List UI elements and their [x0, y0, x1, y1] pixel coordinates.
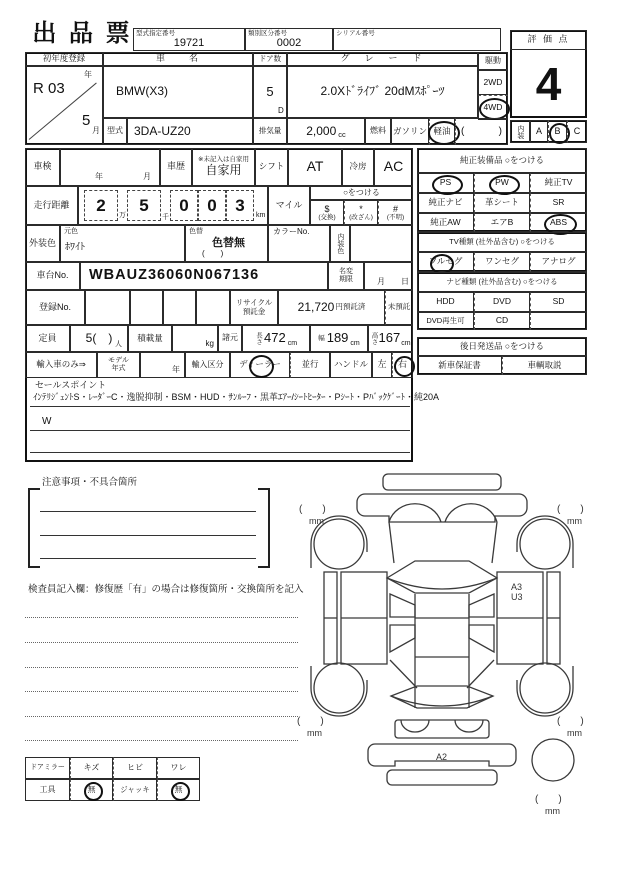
- grade-label: グ レ ー ド: [287, 52, 478, 66]
- displacement-unit: cc: [338, 130, 346, 140]
- color-no-label: カラーNo.: [268, 225, 330, 262]
- fuel-gasoline: ガソリン: [391, 118, 429, 145]
- car-name-label: 車 名: [103, 52, 253, 66]
- mm-paren-bottom-right: ( ): [557, 716, 584, 727]
- mile-label: マイル: [268, 186, 310, 225]
- sales-points-label: セールスポイント: [35, 380, 107, 390]
- navi-hdd: HDD: [417, 292, 474, 312]
- length-value: 472: [264, 330, 286, 346]
- spec-label: 諸元: [218, 325, 242, 352]
- score-value: 4: [535, 57, 562, 110]
- shaken-month-unit: 月: [143, 172, 151, 181]
- shift-value: AT: [288, 148, 342, 186]
- mileage-km: km: [256, 212, 266, 219]
- selection-circle-pw: [489, 175, 520, 195]
- mm-paren-bottom-left: ( ): [297, 716, 324, 727]
- vin-value: WBAUZ36060N067136: [80, 262, 328, 290]
- notes-label: 注意事項・不具合箇所: [42, 477, 138, 488]
- width-cell: [310, 325, 368, 352]
- circle-note: ○をつける: [310, 186, 413, 200]
- recycle-label: [230, 290, 278, 325]
- acc-jack-label: ジャッキ: [113, 779, 157, 801]
- reg-cell-1: [85, 290, 130, 325]
- mm-label-top-right: mm: [567, 516, 582, 526]
- recycle-suffix: 円預託済: [335, 302, 366, 312]
- sales-underline-2: [30, 416, 410, 431]
- fuel-other-paren: [455, 118, 508, 145]
- navi-type-header: ナビ種類 (社外品含む) ○をつける: [417, 272, 587, 292]
- mm-paren-top-right: ( ): [557, 504, 584, 515]
- width-value: 189: [326, 330, 349, 346]
- ship-header: 後日発送品 ○をつける: [417, 337, 587, 356]
- interior-b: B: [548, 120, 567, 143]
- drive-2wd: 2WD: [478, 70, 508, 95]
- headlight-left: [389, 504, 441, 522]
- drive-4wd: 4WD: [478, 95, 508, 120]
- mm-label-top-left: mm: [309, 516, 324, 526]
- flag-asterisk: *: [359, 203, 363, 214]
- wheel-front-right: [520, 519, 570, 569]
- mileage-digit-1: 2: [84, 190, 118, 221]
- notes-line-2: [40, 521, 256, 536]
- first-reg-month: 5: [82, 112, 91, 129]
- front-bumper: [357, 494, 527, 522]
- serial-number-box: [333, 28, 501, 51]
- shift-label: シフト: [255, 148, 288, 186]
- acc-door-mirror: ドアミラー: [25, 757, 70, 779]
- selection-circle-4wd: [479, 98, 510, 120]
- class-number-box: [245, 28, 333, 51]
- interior-a: A: [530, 120, 548, 143]
- damage-code-a2: A2: [436, 752, 448, 762]
- sales-underline-3: [30, 438, 410, 453]
- notes-line-3: [40, 544, 256, 559]
- wheel-front-left: [314, 519, 364, 569]
- load-unit: kg: [172, 325, 218, 352]
- interior-color-label: 内装色: [330, 225, 350, 262]
- recycle-l2: 預託金: [242, 306, 266, 316]
- shaken-year-unit: 年: [95, 172, 103, 181]
- original-color-cell: [60, 225, 185, 262]
- recycle-value: 21,720: [297, 299, 335, 314]
- car-name-value: BMW(X3): [103, 66, 253, 118]
- shaken-date-cell: [60, 148, 160, 186]
- flag-hash: #: [392, 203, 398, 214]
- selection-circle-fullseg: [430, 254, 454, 274]
- mileage-digit-4: 0: [198, 190, 226, 221]
- equip-abs: ABS: [530, 213, 587, 232]
- trunk: [395, 720, 489, 738]
- inspector-label: 検査員記入欄：修復歴「有」の場合は修復箇所・交換箇所を記入: [28, 584, 304, 595]
- recycle-alt: 未預託: [385, 290, 413, 325]
- equip-tv: 純正TV: [530, 173, 587, 193]
- sales-underline-1: [30, 392, 440, 407]
- reg-cell-3: [163, 290, 196, 325]
- first-reg-cell: [25, 66, 103, 145]
- drive-label: 駆動: [478, 52, 508, 70]
- serial-number-label: シリアル番号: [336, 30, 375, 37]
- headlight-right: [445, 504, 497, 522]
- acc-crack: ヒビ: [113, 757, 157, 779]
- displacement-cell: [287, 118, 365, 145]
- capacity-unit: 人: [115, 341, 122, 348]
- paren-close: ): [498, 126, 502, 137]
- car-diagram: [295, 468, 595, 828]
- name-change-month: 月: [377, 277, 385, 286]
- capacity-cell: [70, 325, 128, 352]
- navi-cd: CD: [474, 312, 530, 330]
- height-value: 167: [378, 330, 401, 346]
- fuel-diesel: 軽油: [429, 118, 455, 145]
- notes-line-1: [40, 497, 256, 512]
- first-reg-era: R 03: [33, 80, 65, 97]
- model-year-l2: 年式: [111, 365, 126, 372]
- equip-aw: 純正AW: [417, 213, 474, 232]
- height-unit: cm: [401, 339, 411, 347]
- height-label: 高さ: [370, 332, 378, 345]
- navi-dvd: DVD: [474, 292, 530, 312]
- odo-flag-unknown: [378, 200, 413, 225]
- paren-open: (: [461, 126, 465, 137]
- model-code-value: 3DA-UZ20: [127, 118, 253, 145]
- handle-label: ハンドル: [330, 352, 372, 378]
- selection-circle-dealer: [249, 355, 274, 378]
- page-title: 出 品 票: [32, 20, 133, 47]
- mileage-digit-5: 3: [226, 190, 254, 221]
- model-designation-box: [133, 28, 245, 51]
- spare-tire: [532, 739, 574, 781]
- repaint-label: 色替: [189, 228, 203, 235]
- load-label: 積載量: [128, 325, 172, 352]
- sales-points-line1: ｲﾝﾃﾘｼﾞｪﾝﾄS・ﾚｰﾀﾞｰC・逸脱抑制・BSM・HUD・ｻﾝﾙｰﾌ・黒革ｴｱｰ/ｼｰﾄﾋｰﾀｰ・Pｼｰﾄ・Pﾊﾞｯｸｹﾞｰﾄ・純20A: [33, 392, 440, 402]
- inspector-line-6: [25, 726, 298, 741]
- mm-label-bottom-left: mm: [307, 728, 322, 738]
- exterior-color-label: 外装色: [25, 225, 60, 262]
- doors-d: D: [278, 106, 284, 115]
- mm-label-spare: mm: [545, 806, 560, 816]
- odo-flag-tampered: [344, 200, 378, 225]
- model-year-l1: モデル: [108, 356, 129, 364]
- equip-pw: PW: [474, 173, 530, 193]
- import-only-label: 輸入車のみ⇒: [25, 352, 97, 378]
- selection-circle-tools: [84, 782, 103, 801]
- damage-code-u3: U3: [511, 592, 523, 602]
- wheel-rear-right: [520, 663, 570, 713]
- repaint-value: 色替無: [212, 237, 245, 249]
- inspector-line-4: [25, 677, 298, 692]
- inspector-line-2: [25, 628, 298, 643]
- equipment-header: 純正装備品 ○をつける: [417, 148, 587, 173]
- name-change-day: 日: [401, 277, 409, 286]
- model-designation-label: 型式指定番号: [136, 30, 175, 37]
- history-label: 車歴: [160, 148, 192, 186]
- name-change-l2: 期限: [339, 276, 353, 283]
- ship-warranty: 新車保証書: [417, 356, 502, 375]
- flag-dollar-sub: (交換): [318, 213, 336, 221]
- original-color-value: ﾎﾜｲﾄ: [65, 242, 85, 253]
- length-label: 長さ: [255, 332, 263, 345]
- flag-hash-sub: (不明): [386, 213, 405, 221]
- notes-bracket-left: [28, 488, 40, 568]
- acc-tools-label: 工具: [25, 779, 70, 801]
- import-type-parallel: 並行: [290, 352, 330, 378]
- acc-jack-value: 無: [157, 779, 200, 801]
- repaint-paren: ( ): [202, 249, 224, 258]
- recycle-l1: リサイクル: [235, 297, 273, 307]
- equip-sr: SR: [530, 193, 587, 213]
- capacity-label: 定員: [25, 325, 70, 352]
- interior-c: C: [567, 120, 587, 143]
- tv-fullseg: フルセグ: [417, 252, 474, 272]
- ship-manual: 車輌取説: [502, 356, 587, 375]
- mileage-digit-2: 5: [127, 190, 161, 221]
- reg-no-label: 登録No.: [25, 290, 85, 325]
- era-unit: 年: [84, 70, 92, 79]
- month-unit: 月: [92, 126, 100, 135]
- model-year-label: [97, 352, 140, 378]
- reg-cell-4: [196, 290, 230, 325]
- rear-glass: [391, 686, 493, 708]
- interior-color-value: [350, 225, 413, 262]
- shaken-label: 車検: [25, 148, 60, 186]
- capacity-value: 5( ): [85, 330, 113, 345]
- handle-right: 右: [392, 352, 413, 378]
- sales-points-line2: W: [42, 416, 52, 427]
- name-change-date-cell: [364, 262, 413, 290]
- tv-analog: アナログ: [530, 252, 587, 272]
- selection-circle-jack: [171, 782, 190, 801]
- score-label: 評 価 点: [510, 30, 587, 50]
- height-cell: [368, 325, 413, 352]
- displacement-label: 排気量: [253, 118, 287, 145]
- vin-label: 車台No.: [25, 262, 80, 290]
- history-note: ※未記入は自家用: [198, 156, 249, 164]
- acc-tools-value: 無: [70, 779, 113, 801]
- width-label: 幅: [318, 334, 325, 342]
- inspector-line-5: [25, 702, 298, 717]
- notes-bracket-right: [258, 488, 270, 568]
- mileage-label: 走行距離: [25, 186, 78, 225]
- navi-dvd-play: DVD再生可: [417, 312, 474, 330]
- width-unit: cm: [350, 339, 360, 347]
- rear-plate: [387, 770, 497, 785]
- doors-label: ドア数: [253, 52, 287, 66]
- tv-oneseg: ワンセグ: [474, 252, 530, 272]
- history-value: 自家用: [205, 162, 242, 177]
- original-color-label: 元色: [64, 228, 78, 235]
- name-change-l1: 名変: [339, 267, 353, 275]
- inspector-line-1: [25, 603, 298, 618]
- import-type-label: 輸入区分: [185, 352, 230, 378]
- class-number-label: 類別区分番号: [248, 30, 287, 37]
- doors-cell: [253, 66, 287, 118]
- class-number-value: 0002: [276, 37, 302, 49]
- mileage-sen: 千: [162, 214, 169, 221]
- cooling-label: 冷房: [342, 148, 374, 186]
- grade-value: 2.0Xﾄﾞﾗｲﾌﾞ 20dMｽﾎﾟｰﾂ: [287, 66, 478, 118]
- model-year-unit: 年: [140, 352, 185, 378]
- equip-leather: 革シート: [474, 193, 530, 213]
- handle-left: 左: [372, 352, 392, 378]
- import-type-dealer: ディーラー: [230, 352, 290, 378]
- length-unit: cm: [287, 339, 298, 347]
- repaint-cell: [185, 225, 268, 262]
- odo-flag-exchange: [310, 200, 344, 225]
- front-plate: [383, 474, 501, 490]
- windshield: [387, 561, 497, 593]
- acc-scratch: キズ: [70, 757, 113, 779]
- displacement-value: 2,000: [306, 123, 337, 138]
- mileage-man: 万: [119, 212, 126, 219]
- history-cell: [192, 148, 255, 186]
- flag-asterisk-sub: (改ざん): [349, 213, 373, 221]
- equip-airbag: エアB: [474, 213, 530, 232]
- mileage-digit-3: 0: [170, 190, 198, 221]
- mm-paren-spare: ( ): [535, 794, 562, 805]
- fuel-label: 燃料: [365, 118, 391, 145]
- model-code-label: 型式: [103, 118, 127, 145]
- cooling-value: AC: [374, 148, 413, 186]
- inspector-line-3: [25, 653, 298, 668]
- mm-paren-top-left: ( ): [299, 504, 326, 515]
- equip-navi: 純正ナビ: [417, 193, 474, 213]
- navi-empty: [530, 312, 587, 330]
- mm-label-bottom-right: mm: [567, 728, 582, 738]
- tv-type-header: TV種類 (社外品含む) ○をつける: [417, 232, 587, 252]
- doors-value: 5: [266, 83, 274, 99]
- selection-circle-handle-right: [394, 356, 415, 377]
- name-change-label: [328, 262, 364, 290]
- navi-sd: SD: [530, 292, 587, 312]
- wheel-rear-left: [314, 663, 364, 713]
- model-designation-value: 19721: [173, 37, 205, 49]
- reg-cell-2: [130, 290, 163, 325]
- damage-code-a3: A3: [511, 582, 523, 592]
- selection-circle-ps: [432, 175, 463, 195]
- acc-break: ワレ: [157, 757, 200, 779]
- equip-ps: PS: [417, 173, 474, 193]
- length-cell: [242, 325, 310, 352]
- interior-label: 内装: [510, 120, 530, 143]
- recycle-value-cell: [278, 290, 385, 325]
- flag-dollar: $: [324, 203, 330, 214]
- first-reg-label: 初年度登録: [25, 52, 103, 66]
